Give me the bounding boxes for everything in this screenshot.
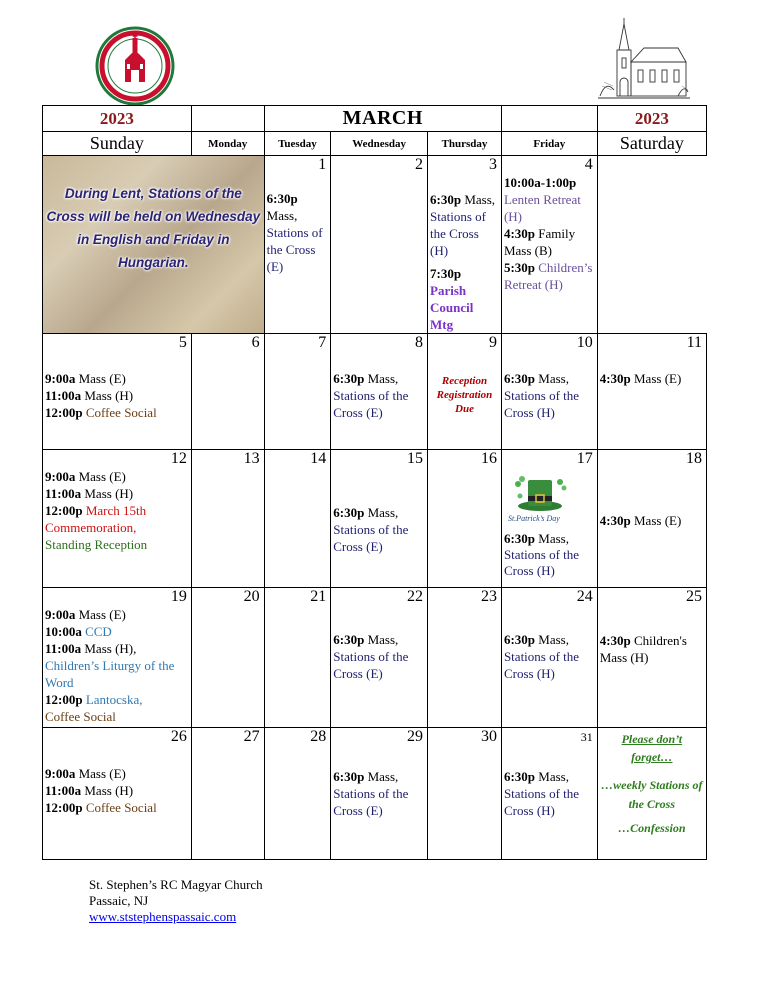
day-cell-18: 18 4:30p Mass (E) — [597, 450, 706, 588]
weekday-monday: Monday — [191, 132, 264, 156]
day-cell-17: 17 St.Patrick’s Day 6:30p Mass, Stations of the Cross (H) — [501, 450, 597, 588]
day-cell-26: 26 9:00a Mass (E) 11:00a Mass (H) 12:00p Coffee Social — [43, 728, 192, 860]
day-cell-11: 11 4:30p Mass (E) — [597, 334, 706, 450]
st-patricks-caption: St.Patrick’s Day — [507, 514, 560, 523]
year-right: 2023 — [597, 106, 706, 132]
day-cell-24: 24 6:30p Mass, Stations of the Cross (H) — [501, 588, 597, 728]
lent-banner — [43, 156, 265, 334]
day-cell-4: 4 10:00a-1:00p Lenten Retreat (H) 4:30p Family Mass (B) 5:30p Children’s Retreat (H) — [501, 156, 597, 334]
reminder-stations: …weekly Stations of the Cross — [601, 778, 703, 811]
day-cell-20: 20 — [191, 588, 264, 728]
weekday-tuesday: Tuesday — [264, 132, 331, 156]
day-cell-2: 2 — [331, 156, 428, 334]
footer-website-link[interactable]: www.ststephenspassaic.com — [89, 909, 237, 924]
day-cell-23: 23 — [428, 588, 502, 728]
march-calendar — [42, 105, 707, 860]
month-title: MARCH — [264, 106, 501, 132]
footer-location: Passaic, NJ — [89, 893, 149, 908]
weekday-sunday: Sunday — [43, 132, 192, 156]
leprechaun-hat-icon — [510, 470, 570, 514]
day-cell-12: 12 9:00a Mass (E) 11:00a Mass (H) 12:00p March 15th Commemoration, Standing Reception — [43, 450, 192, 588]
footer — [89, 877, 263, 925]
weekday-friday: Friday — [501, 132, 597, 156]
weekday-saturday: Saturday — [597, 132, 706, 156]
year-left: 2023 — [43, 106, 192, 132]
day-cell-7: 7 — [264, 334, 331, 450]
reminder-confession: …Confession — [618, 821, 686, 835]
reminder-cell — [597, 728, 706, 860]
church-sketch-image — [598, 16, 690, 100]
day-cell-25: 25 4:30p Children's Mass (H) — [597, 588, 706, 728]
day-cell-30: 30 — [428, 728, 502, 860]
day-cell-3: 3 6:30p Mass, Stations of the Cross (H) 7:30p Parish Council Mtg — [428, 156, 502, 334]
day-cell-27: 27 — [191, 728, 264, 860]
day-cell-15: 15 6:30p Mass, Stations of the Cross (E) — [331, 450, 428, 588]
day-cell-8: 8 6:30p Mass, Stations of the Cross (E) — [331, 334, 428, 450]
lent-banner-text: During Lent, Stations of the Cross will be held on Wednesday in English and Friday in Hungarian. — [46, 186, 261, 270]
day-cell-6: 6 — [191, 334, 264, 450]
day-cell-29: 29 6:30p Mass, Stations of the Cross (E) — [331, 728, 428, 860]
weekday-wednesday: Wednesday — [331, 132, 428, 156]
day-cell-31: 31 6:30p Mass, Stations of the Cross (H) — [501, 728, 597, 860]
day-cell-5: 5 9:00a Mass (E) 11:00a Mass (H) 12:00p Coffee Social — [43, 334, 192, 450]
day-cell-14: 14 — [264, 450, 331, 588]
footer-church-name: St. Stephen’s RC Magyar Church — [89, 877, 263, 892]
day-cell-13: 13 — [191, 450, 264, 588]
reception-note: Reception Registration Due — [436, 375, 493, 415]
day-cell-1: 1 6:30p Mass, Stations of the Cross (E) — [264, 156, 331, 334]
day-cell-22: 22 6:30p Mass, Stations of the Cross (E) — [331, 588, 428, 728]
day-cell-19: 19 9:00a Mass (E) 10:00a CCD 11:00a Mass (H), Children’s Liturgy of the Word 12:00p Lantocska, Coffee Social — [43, 588, 192, 728]
weekday-thursday: Thursday — [428, 132, 502, 156]
day-cell-21: 21 — [264, 588, 331, 728]
day-cell-10: 10 6:30p Mass, Stations of the Cross (H) — [501, 334, 597, 450]
day-cell-16: 16 — [428, 450, 502, 588]
church-seal-logo — [95, 26, 175, 106]
day-cell-28: 28 — [264, 728, 331, 860]
reminder-heading: Please don’t forget… — [621, 732, 683, 764]
day-cell-9: 9 Reception Registration Due — [428, 334, 502, 450]
